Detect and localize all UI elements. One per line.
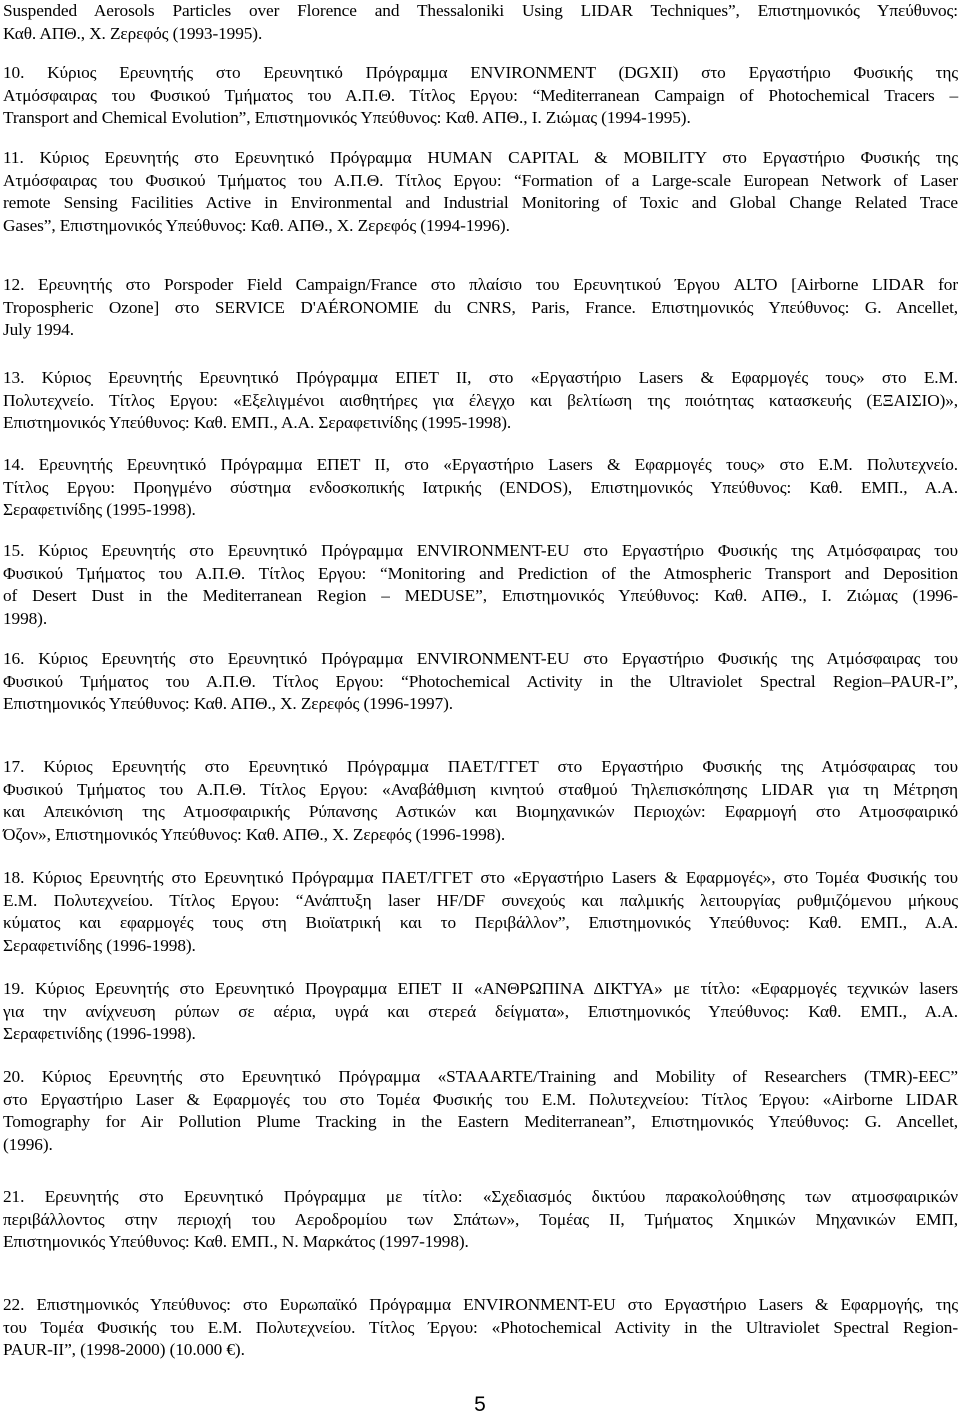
numbered-paragraph [3,648,958,716]
paragraph-line: του Τομέα Φυσικής του Ε.Μ. Πολυτεχνείου. Τίτλος Έργου: «Photochemical Activity in the Ultraviolet Spectral Region- [3,1317,958,1337]
numbered-paragraph [3,274,958,342]
paragraph-line: και Απεικόνιση της Ατμοσφαιρικής Ρύπανσης Αστικών και Βιομηχανικών Περιοχών: Εφαρμογή στο Ατμοσφαιρικό [3,802,958,822]
paragraph-line: Tomography for Air Pollution Plume Tracking in the Eastern Mediterranean”, Επιστημονικός Υπεύθυνος: G. Ancellet, [3,1112,958,1132]
paragraph-line: remote Sensing Facilities Active in Environmental and Industrial Monitoring of Toxic and Global Change Related Trace [3,193,958,213]
paragraph-line: Σεραφετινίδης (1996-1998). [3,935,196,955]
paragraph-line: 21. Ερευνητής στο Ερευνητικό Πρόγραμμα με τίτλο: «Σχεδιασμός δικτύου παρακολούθησης των ατμοσφαιρικών [3,1187,958,1206]
paragraph-line: για την ανίχνευση ρύπων σε αέρια, υγρά και στερεά δείγματα», Επιστημονικός Υπεύθυνος: Καθ. ΕΜΠ., Α.Α. [3,1001,958,1021]
paragraph-line: 19. Κύριος Ερευνητής στο Ερευνητικό Προγραμμα ΕΠΕΤ ΙΙ «ΑΝΘΡΩΠΙΝΑ ΔΙΚΤΥΑ» με τίτλο: «Εφαρμογές τεχνικών lasers [3,979,958,998]
numbered-paragraph [3,540,958,630]
paragraph-line: Ατμόσφαιρας του Φυσικού Τμήματος του Α.Π.Θ. Τίτλος Εργου: “Formation of a Large-scale European Network of Laser [3,170,958,190]
paragraph-line: Suspended Aerosols Particles over Florence and Thessaloniki Using LIDAR Techniques”, Επιστημονικός Υπεύθυνος: [3,1,958,20]
paragraph-line: 22. Επιστημονικός Υπεύθυνος: στο Ευρωπαϊκό Πρόγραμμα ENVIRONMENT-EU στο Εργαστήριο Lasers & Εφαρμογής, της [3,1295,958,1314]
paragraph-line: Σεραφετινίδης (1996-1998). [3,1024,196,1044]
paragraph-line: 10. Κύριος Ερευνητής στο Ερευνητικό Πρόγραμμα ENVIRONMENT (DGXII) στο Εργαστήριο Φυσικής της [3,63,958,82]
paragraph-line: Τίτλος Εργου: Προηγμένο σύστημα ενδοσκοπικής Ιατρικής (ENDOS), Επιστημονικός Υπεύθυνος: Καθ. ΕΜΠ., Α.Α. [3,477,958,497]
paragraph-line: Ατμόσφαιρας του Φυσικού Τμήματος του Α.Π.Θ. Τίτλος Εργου: “Mediterranean Campaign of Photochemical Tracers – [3,85,958,105]
paragraph-line: Φυσικού Τμήματος του Α.Π.Θ. Τίτλος Εργου: “Photochemical Activity in the Ultraviolet Spectral Region–PAUR-I”, [3,671,958,691]
paragraph-line: Επιστημονικός Υπεύθυνος: Καθ. ΕΜΠ., Ν. Μαρκάτος (1997-1998). [3,1232,469,1252]
paragraph-line: Επιστημονικός Υπεύθυνος: Καθ. ΑΠΘ., Χ. Ζερεφός (1996-1997). [3,694,454,714]
numbered-paragraph [3,0,958,45]
paragraph-line: 18. Κύριος Ερευνητής στο Ερευνητικό Πρόγραμμα ΠΑΕΤ/ΓΓΕΤ στο «Εργαστήριο Lasers & Εφαρμογές», στο Τομέα Φυσικής του [3,868,958,887]
numbered-paragraph [3,367,958,435]
numbered-paragraph [3,867,958,957]
numbered-paragraph [3,1294,958,1362]
numbered-paragraph [3,454,958,522]
paragraph-line: July 1994. [3,320,75,340]
paragraph-line: PAUR-II”, (1998-2000) (10.000 €). [3,1340,245,1360]
paragraph-line: Tropospheric Ozone] στο SERVICE D'AÉRONOMIE du CNRS, Paris, France. Επιστημονικός Υπεύθυνος: G. Ancellet, [3,297,958,317]
paragraph-line: Φυσικού Τμήματος του Α.Π.Θ. Τίτλος Εργου: “Monitoring and Prediction of the Atmospheric Transport and Deposition [3,563,958,583]
paragraph-line: 14. Ερευνητής Ερευνητικό Πρόγραμμα ΕΠΕΤ ΙΙ, στο «Εργαστήριο Lasers & Εφαρμογές τους» στο Ε.Μ. Πολυτεχνείο. [3,455,958,474]
paragraph-line: Φυσικού Τμήματος του Α.Π.Θ. Τίτλος Εργου: «Αναβάθμιση κινητού σταθμού Τηλεπισκόπησης LIDAR για τη Μέτρηση [3,779,958,799]
paragraph-line: Καθ. ΑΠΘ., Χ. Ζερεφός (1993-1995). [3,23,263,43]
paragraph-line: 11. Κύριος Ερευνητής στο Ερευνητικό Πρόγραμμα HUMAN CAPITAL & MOBILITY στο Εργαστήριο Φυσικής της [3,148,958,167]
numbered-paragraph [3,1066,958,1156]
numbered-paragraph [3,147,958,237]
page-number: 5 [474,1393,486,1416]
paragraph-line: 17. Κύριος Ερευνητής στο Ερευνητικό Πρόγραμμα ΠΑΕΤ/ΓΓΕΤ στο Εργαστήριο Φυσικής της Ατμόσφαιρας του [3,757,958,776]
paragraph-line: Όζον», Επιστημονικός Υπεύθυνος: Καθ. ΑΠΘ., Χ. Ζερεφός (1996-1998). [3,824,506,844]
paragraph-line: of Desert Dust in the Mediterranean Region – MEDUSE”, Επιστημονικός Υπεύθυνος: Καθ. ΑΠΘ., Ι. Ζιώμας (1996- [3,586,958,606]
numbered-paragraph [3,978,958,1046]
paragraph-line: 12. Ερευνητής στο Porspoder Field Campaign/France στο πλαίσιο του Ερευνητικού Έργου ALTO [Airborne LIDAR for [3,275,958,294]
paragraph-line: 1998). [3,608,48,628]
paragraph-line: 16. Κύριος Ερευνητής στο Ερευνητικό Πρόγραμμα ENVIRONMENT-EU στο Εργαστήριο Φυσικής της Ατμόσφαιρας του [3,649,958,668]
paragraph-line: Πολυτεχνείο. Τίτλος Εργου: «Εξελιγμένοι αισθητήρες για έλεγχο και βελτίωση της ποιότητας κατασκευής (ΕΞΑΙΣΙΟ)», [3,390,958,410]
paragraph-line: 13. Κύριος Ερευνητής Ερευνητικό Πρόγραμμα ΕΠΕΤ ΙΙ, στο «Εργαστήριο Lasers & Εφαρμογές τους» στο Ε.Μ. [3,368,958,387]
paragraph-line: κύματος και εφαρμογές τους στη Βιοϊατρική και το Περιβάλλον”, Επιστημονικός Υπεύθυνος: Καθ. ΕΜΠ., Α.Α. [3,913,958,933]
numbered-paragraph [3,62,958,130]
paragraph-line: Σεραφετινίδης (1995-1998). [3,500,196,520]
paragraph-line: Transport and Chemical Evolution”, Επιστημονικός Υπεύθυνος: Καθ. ΑΠΘ., Ι. Ζιώμας (1994-1995). [3,108,691,128]
paragraph-line: 15. Κύριος Ερευνητής στο Ερευνητικό Πρόγραμμα ENVIRONMENT-EU στο Εργαστήριο Φυσικής της Ατμόσφαιρας του [3,541,958,560]
numbered-paragraph [3,756,958,846]
paragraph-line: Ε.Μ. Πολυτεχνείου. Τίτλος Εργου: “Ανάπτυξη laser HF/DF συνεχούς και παλμικής λειτουργίας ρυθμιζόμενου μήκους [3,890,958,910]
paragraph-line: περιβάλλοντος στην περιοχή του Αεροδρομίου των Σπάτων», Τομέας ΙΙ, Τμήματος Χημικών Μηχανικών ΕΜΠ, [3,1209,958,1229]
paragraph-line: Επιστημονικός Υπεύθυνος: Καθ. ΕΜΠ., Α.Α. Σεραφετινίδης (1995-1998). [3,413,512,433]
paragraph-line: Gases”, Επιστημονικός Υπεύθυνος: Καθ. ΑΠΘ., Χ. Ζερεφός (1994-1996). [3,215,510,235]
paragraph-line: (1996). [3,1134,53,1154]
paragraph-line: στο Εργαστήριο Laser & Εφαρμογές του στο Τομέα Φυσικής του Ε.Μ. Πολυτεχνείου: Τίτλος Έργου: «Airborne LIDAR [3,1089,958,1109]
numbered-paragraph [3,1186,958,1254]
paragraph-line: 20. Κύριος Ερευνητής στο Ερευνητικό Πρόγραμμα «STAAARTE/Training and Mobility of Researchers (TMR)-EEC” [3,1067,958,1086]
